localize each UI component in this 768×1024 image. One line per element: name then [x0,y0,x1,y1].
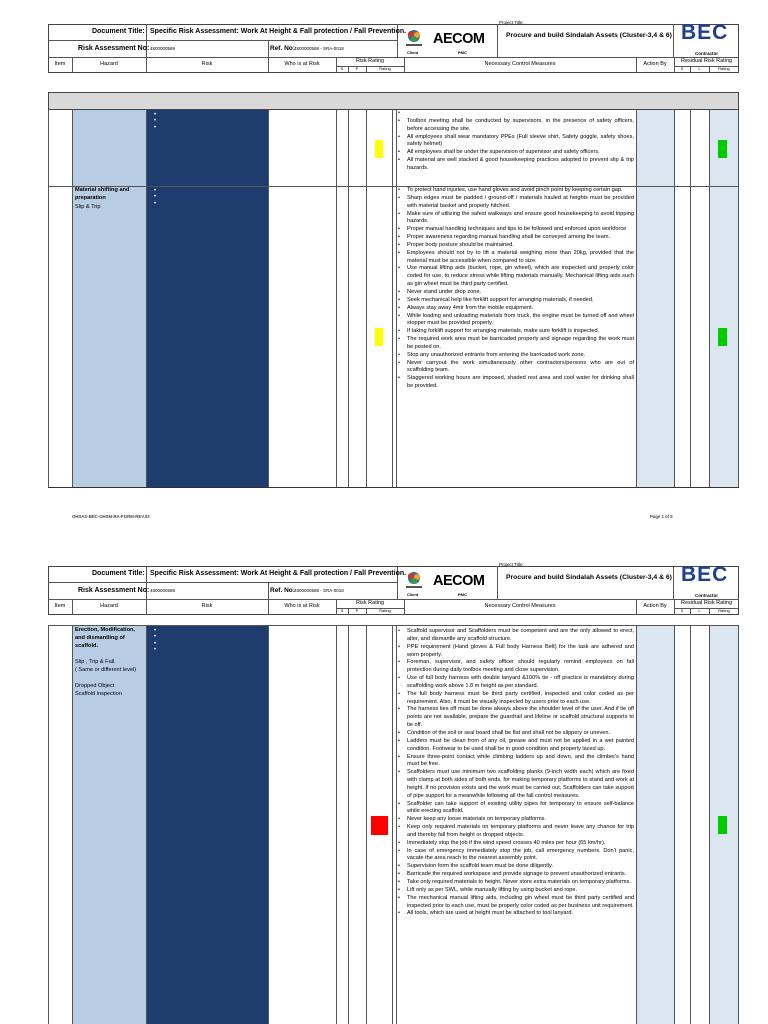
control-measure-item: • All tools, which are used at height must be attached to tool lanyard. [397,910,634,918]
control-measure-item: • Lift only as per SWL, while manually lifting by using bucket and rope. [397,887,634,895]
contractor-label: Contractor [695,593,719,598]
control-measure-item: • The full body harness must be third party certified, inspected and color coded as per requirement. Also, it must be visually inspected by users prior to each use. [397,691,634,707]
residual-green [718,328,727,346]
col-who: Who is at Risk [284,61,320,67]
col-risk: Risk [201,603,213,609]
risk-bullet: • [154,112,157,118]
col-p: P [355,66,359,71]
col-hazard: Hazard [100,603,118,609]
risk-bullet: • [154,188,157,194]
control-measure-item: • Proper body posture should be maintained. [397,242,634,250]
col-res-rating: Rating [718,608,730,613]
doc-title-value: Specific Risk Assessment: Work At Height & Fall protection / Fall Prevention. [150,28,407,35]
client-logo-icon [403,570,425,590]
control-measure-item: • Take only required materials to height. Never store extra materials on temporary platforms. [397,879,634,887]
control-measure-item: • Foreman, supervisor, and safety officer should regularly remind employees on fall protection during daily toolbox meeting and close supervision. [397,659,634,675]
col-res-s: S [680,66,684,71]
control-measure-item: • Keep only required materials on temporary platforms and never leave any chance for trip and thereby fall from height or dropped objects. [397,824,634,840]
control-measure-item: • Immediately stop the job if the wind speed crosses 40 miles per hour (65 km/hr). [397,840,634,848]
control-measure-item: • Staggered working hours are imposed, shaded rest area and cool water for drinking shall be provided. [397,375,634,391]
col-res-l: L [698,66,701,71]
control-measure-item: • Use of full body harness with double lanyard &100% tie - off practice is mandatory during scaffolding work above 1.8 m height as per standard. [397,675,634,691]
col-ncm: Necessary Control Measures [484,603,556,609]
control-measure-item: • Stop any unauthorized entrants from entering the barricaded work zone. [397,352,634,360]
control-measure-item: • All employees shall be under the supervision of supervisor and safety officers. [397,149,634,157]
col-residual: Residual Risk Rating [680,58,733,64]
ref-no-value: 4800000588 - SRA-0018 [294,46,344,51]
rating-yellow [375,140,383,158]
control-measure-item: • Condition of the soil or seal board shall be flat and shall not be slippery or uneven. [397,730,634,738]
hazard-sub: Slip & Trip [75,204,101,210]
client-label: Client [407,50,419,55]
risk-bullet: • [154,118,157,125]
measures-row3 [397,628,634,918]
col-residual: Residual Risk Rating [680,600,733,606]
col-p: P [355,608,359,613]
hazard-title: Erection, Modification, and dismantling of scaffold. [75,627,135,649]
col-item: Item [54,603,66,609]
col-action-by: Action By [643,61,667,67]
risk-column [146,625,268,1024]
bec-logo: BEC [681,21,729,44]
risk-bullets [154,112,156,131]
col-rating: Rating [379,608,391,613]
col-who: Who is at Risk [284,603,320,609]
aecom-logo: AECOM [433,573,485,589]
project-title-value: Procure and build Sindalah Assets (Cluster-3,4 & 6) [506,574,672,581]
footer-page-number: Page 1 of 5 [650,514,673,519]
ra-no-label: Risk Assessment No: [78,587,150,594]
hazard-column [72,110,146,487]
col-res-l: L [698,608,701,613]
col-item: Item [54,61,66,67]
control-measure-item: • Scaffold supervisor and Scaffolders must be competent and are the only allowed to erect, alter, and dismantle any scaffold structure. [397,628,634,644]
doc-title-value: Specific Risk Assessment: Work At Height & Fall protection / Fall Prevention. [150,570,407,577]
control-measure-item: • Scaffolder can take support of existing utility pipes for temporary to ensure self-balance while erecting scaffold. [397,801,634,817]
project-title-label: Project Title: [499,562,524,567]
risk-bullet: • [154,646,157,653]
col-ncm: Necessary Control Measures [484,61,556,67]
risk-bullet: • [154,640,157,647]
control-measure-item: • Proper awareness regarding manual handling shall be conveyed among the team. [397,234,634,242]
hazard-line: Slip , Trip & Fall. [75,659,116,665]
control-measure-item: • All material are well stacked & good housekeeping practices adopted to prevent slip & trip hazards. [397,157,634,173]
rating-red [371,816,388,835]
pmc-label: PMC [458,592,467,597]
control-measure-item: • Ladders must be clean from of any oil, grease and must not be applied in a wet painted condition. Footwear to be used shall be in good condition and properly laced up. [397,738,634,754]
hazard-line: Dropped Object [75,683,115,689]
control-measure-item: • Never carryout the work simultaneously other contractors/persons who are out of scaffolding team. [397,360,634,376]
hazard-line: ( Same or different level) [75,667,137,673]
control-measure-item: • The harness ties off must be done always above the shoulder level of the user. And if tie off points are not available, prepare the guardrail and lifeline or scaffold structural supports to tie off. [397,706,634,730]
risk-bullets [154,188,156,207]
control-measure-item: • The mechanical manual lifting aids, including gin wheel must be third party certified and inspected prior to each use, must be properly color coded as per business unit requirement. [397,895,634,911]
measures-row1 [397,110,634,173]
control-measure-item: • Sharp edges must be padded / ground-off / materials hauled at heights must be provided with material basket and properly hitched. [397,195,634,211]
control-measure-item: • Scaffolders must use minimum two scaffolding planks (9-inch width each) which are fixed with clamp at both sides of both ends, for making temporary platforms to stand and work at height. If no provision exists and the work must be carried out, Scaffolders can take support of pipe support for a meanwhile following all the fall control measures. [397,769,634,800]
control-measure-item: • Ensure three-point contact while climbing ladders up and down, and the climber's hand must be free. [397,754,634,770]
control-measure-item: • Employees should not try to lift a material weighing more than 20kg, provided that the material must be accessible when compared to size. [397,250,634,266]
col-action-by: Action By [643,603,667,609]
control-measure-item: • Barricade the required workspace and provide signage to prevent unauthorized entrants. [397,871,634,879]
doc-title-label: Document Title: [92,570,145,577]
control-measure-item: • Seek mechanical help like forklift support for arranging materials, if needed. [397,297,634,305]
client-logo-icon [403,28,425,48]
col-res-s: S [680,608,684,613]
ra-no-label: Risk Assessment No: [78,45,150,52]
bec-logo: BEC [681,563,729,586]
ref-no-label: Ref. No: [270,587,295,594]
col-rating: Rating [379,66,391,71]
control-measure-item: • Use manual lifting aids (bucket, rope, gin wheel), which are inspected and properly color coded for use, to reduce stress while lifting materials manually. Mechanical lifting aids such as gin wheel must be third party certified. [397,265,634,289]
risk-column [146,110,268,487]
footer-form-code: OHSAS-BEC-OHSM-RA-FORM-REV.03 [72,514,150,519]
measures-row2 [397,187,634,391]
control-measure-item: • Toolbox meeting shall be conducted by supervisors, in the presence of safety officers, before accessing the site. [397,118,634,134]
control-measure-item: • Proper manual handling techniques and tips to be followed and enforced upon workforce [397,226,634,234]
grey-band [48,92,739,110]
hazard-title: Material shifting and preparation [75,187,130,201]
contractor-label: Contractor [695,51,719,56]
project-title-label: Project Title: [499,20,524,25]
risk-bullet: • [154,634,157,641]
risk-bullets [154,628,156,653]
control-measure-item: • To protect hand injuries, use hand gloves and avoid pinch point by keeping certain gap. [397,187,634,195]
ref-no-value: 4800000588 - SRA-0018 [294,588,344,593]
control-measure-item: • While loading and unloading materials from truck, the engine must be turned off and wheel stopper must be provided properly. [397,313,634,329]
residual-green [718,816,727,834]
control-measure-item: • PPE requirement (Hand gloves & Full body Harness Belt) for the task are adhered and worn properly. [397,644,634,660]
col-risk-rating: Risk Rating [355,58,385,64]
col-hazard: Hazard [100,61,118,67]
pmc-label: PMC [458,50,467,55]
control-measure-item: • The required work area must be barricaded properly and signage regarding the work must be posted on. [397,336,634,352]
control-measure-item: • Supervision form the scaffold team must be done diligently. [397,863,634,871]
ref-no-label: Ref. No: [270,45,295,52]
col-risk-rating: Risk Rating [355,600,385,606]
action-by-column [636,625,674,1024]
rating-yellow [375,328,383,346]
control-measure-item [397,110,634,118]
control-measure-item: • All employees shall wear mandatory PPEs (Full sleeve shirt, Safety goggle, safety shoes, safety helmet) [397,134,634,150]
col-s: S [340,608,344,613]
risk-bullet: • [154,628,157,634]
ra-no-value: 4800000589 [150,588,176,593]
col-s: S [340,66,344,71]
risk-bullet: • [154,194,157,201]
action-by-column [636,110,674,487]
ra-no-value: 4800000589 [150,46,176,51]
project-title-value: Procure and build Sindalah Assets (Cluster-3,4 & 6) [506,32,672,39]
client-label: Client [407,592,419,597]
control-measure-item: • Always stay away 4mtr from the mobile equipment. [397,305,634,313]
control-measure-item: • In case of emergency immediately stop the job, call emergency numbers. Don't panic, vacate the area reach to the nearest assembly point. [397,848,634,864]
control-measure-item: • If taking forklift support for arranging materials, make sure forklift is inspected. [397,328,634,336]
control-measure-item: • Never keep any loose materials on temporary platforms. [397,816,634,824]
residual-green [718,140,727,158]
col-res-rating: Rating [718,66,730,71]
aecom-logo: AECOM [433,31,485,47]
doc-title-label: Document Title: [92,28,145,35]
risk-bullet: • [154,124,157,131]
risk-bullet: • [154,200,157,207]
col-risk: Risk [201,61,213,67]
control-measure-item: • Never stand under drop zone. [397,289,634,297]
hazard-line: Scaffold inspection [75,691,122,697]
page-2 [0,548,768,1024]
control-measure-item: • Make sure of utilizing the safest walkways and ensure good housekeeping to avoid tripping hazards. [397,211,634,227]
